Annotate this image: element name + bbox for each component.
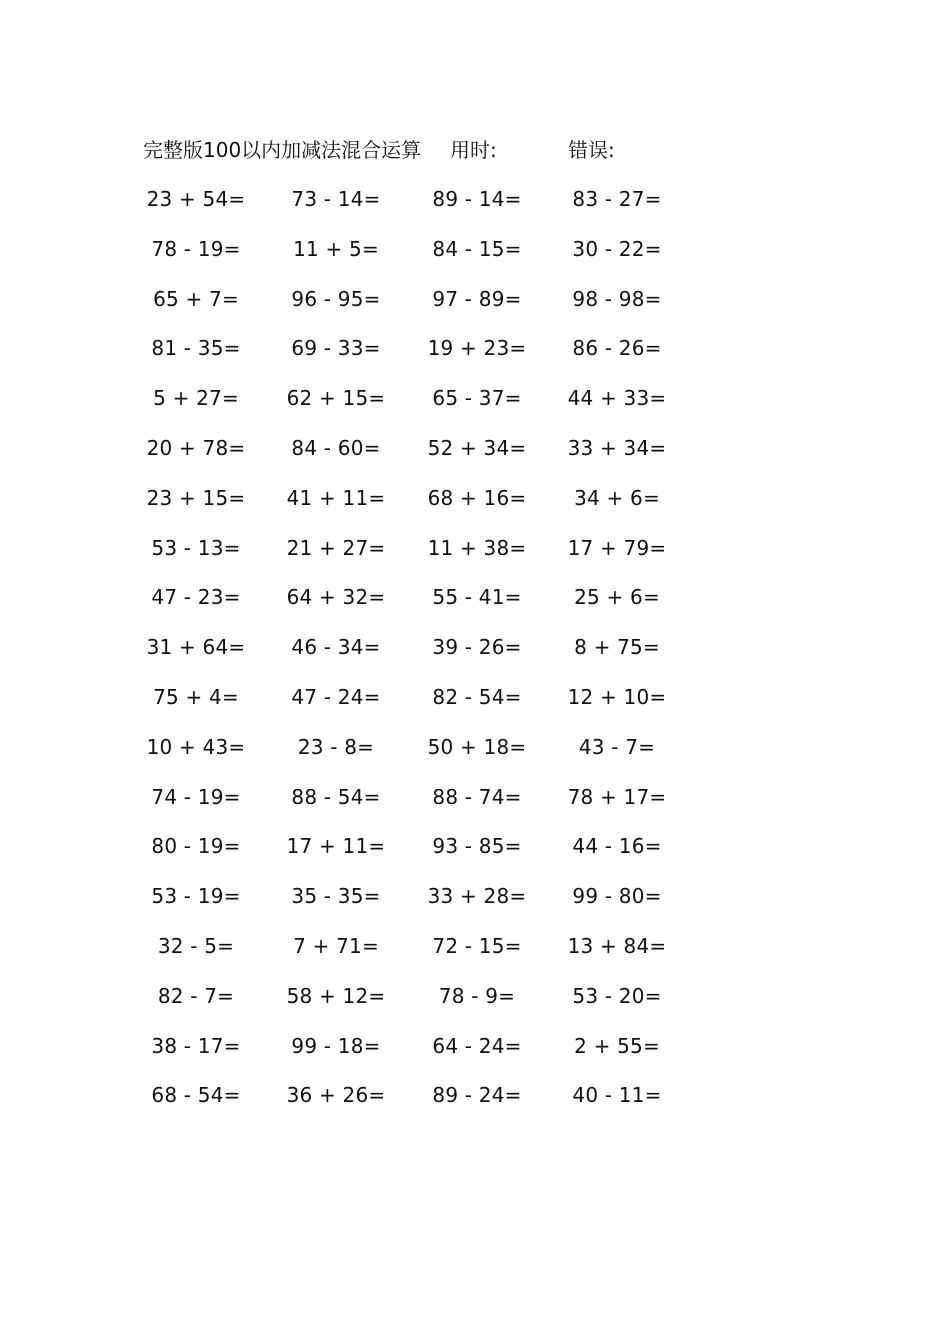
- math-problem: 11 + 38=: [427, 535, 527, 560]
- math-problem: 65 + 7=: [153, 286, 239, 311]
- math-problem: 38 - 17=: [151, 1033, 241, 1058]
- math-problem: 36 + 26=: [286, 1083, 386, 1108]
- math-problem: 12 + 10=: [567, 685, 667, 709]
- math-problem: 52 + 34=: [427, 436, 527, 460]
- math-problem: 64 - 24=: [432, 1033, 522, 1058]
- math-problem: 99 - 18=: [291, 1033, 381, 1058]
- error-count-label: 错误:: [568, 138, 615, 162]
- math-problem: 84 - 15=: [432, 236, 522, 261]
- math-problem: 96 - 95=: [291, 286, 381, 311]
- math-problem: 62 + 15=: [286, 386, 386, 411]
- math-problem: 89 - 24=: [432, 1083, 522, 1108]
- math-problem: 72 - 15=: [432, 934, 522, 958]
- time-used-label: 用时:: [450, 138, 497, 162]
- math-problem: 58 + 12=: [286, 983, 386, 1008]
- math-problem: 68 + 16=: [427, 485, 527, 510]
- math-problem: 10 + 43=: [146, 734, 246, 759]
- math-problem: 86 - 26=: [572, 336, 662, 361]
- math-problem: 75 + 4=: [153, 685, 239, 709]
- math-problem: 65 - 37=: [432, 386, 522, 411]
- math-problem: 64 + 32=: [286, 585, 386, 610]
- math-problem: 33 + 34=: [567, 436, 667, 460]
- math-problem: 35 - 35=: [291, 884, 381, 909]
- math-problem: 82 - 54=: [432, 685, 522, 709]
- math-problem: 23 - 8=: [297, 734, 375, 759]
- math-problem: 69 - 33=: [291, 336, 381, 361]
- math-problem: 21 + 27=: [286, 535, 386, 560]
- math-problem: 32 - 5=: [157, 934, 235, 958]
- math-problem: 39 - 26=: [432, 635, 522, 660]
- math-problem: 84 - 60=: [291, 436, 381, 460]
- math-problem: 98 - 98=: [572, 286, 662, 311]
- math-problem: 47 - 23=: [151, 585, 241, 610]
- math-problem: 81 - 35=: [151, 336, 241, 361]
- math-problem: 88 - 74=: [432, 784, 522, 809]
- math-problem: 78 + 17=: [567, 784, 667, 809]
- math-problem: 44 - 16=: [572, 834, 662, 859]
- math-problem: 47 - 24=: [291, 685, 381, 709]
- math-problem: 43 - 7=: [578, 734, 656, 759]
- math-problem: 5 + 27=: [153, 386, 239, 411]
- math-problem: 53 - 13=: [151, 535, 241, 560]
- math-problem: 50 + 18=: [427, 734, 527, 759]
- math-problem: 53 - 19=: [151, 884, 241, 909]
- math-problem: 83 - 27=: [572, 187, 662, 211]
- math-problem: 19 + 23=: [427, 336, 527, 361]
- math-problem: 80 - 19=: [151, 834, 241, 859]
- math-problem: 74 - 19=: [151, 784, 241, 809]
- math-problem: 8 + 75=: [574, 635, 660, 660]
- math-problem: 34 + 6=: [574, 485, 660, 510]
- math-problem: 82 - 7=: [157, 983, 235, 1008]
- math-problem: 23 + 54=: [146, 187, 246, 211]
- math-problem: 2 + 55=: [574, 1033, 660, 1058]
- math-problem: 41 + 11=: [286, 485, 386, 510]
- math-problem: 33 + 28=: [427, 884, 527, 909]
- math-problem: 99 - 80=: [572, 884, 662, 909]
- math-problem: 55 - 41=: [432, 585, 522, 610]
- math-problem: 78 - 9=: [438, 983, 516, 1008]
- math-problem: 30 - 22=: [572, 236, 662, 261]
- math-problem: 7 + 71=: [293, 934, 379, 958]
- math-problem: 23 + 15=: [146, 485, 246, 510]
- math-problem: 88 - 54=: [291, 784, 381, 809]
- math-problem: 89 - 14=: [432, 187, 522, 211]
- math-problem: 11 + 5=: [293, 236, 379, 261]
- math-problem: 31 + 64=: [146, 635, 246, 660]
- math-problem: 40 - 11=: [572, 1083, 662, 1108]
- math-problem: 17 + 11=: [286, 834, 386, 859]
- math-problem: 20 + 78=: [146, 436, 246, 460]
- math-problem: 44 + 33=: [567, 386, 667, 411]
- math-problem: 13 + 84=: [567, 934, 667, 958]
- math-problem: 17 + 79=: [567, 535, 667, 560]
- math-problem: 46 - 34=: [291, 635, 381, 660]
- math-problem: 25 + 6=: [574, 585, 660, 610]
- worksheet-title: 完整版100以内加减法混合运算: [143, 138, 422, 162]
- math-problem: 93 - 85=: [432, 834, 522, 859]
- math-problem: 78 - 19=: [151, 236, 241, 261]
- math-problem: 68 - 54=: [151, 1083, 241, 1108]
- math-problem: 53 - 20=: [572, 983, 662, 1008]
- math-problem: 97 - 89=: [432, 286, 522, 311]
- math-problem: 73 - 14=: [291, 187, 381, 211]
